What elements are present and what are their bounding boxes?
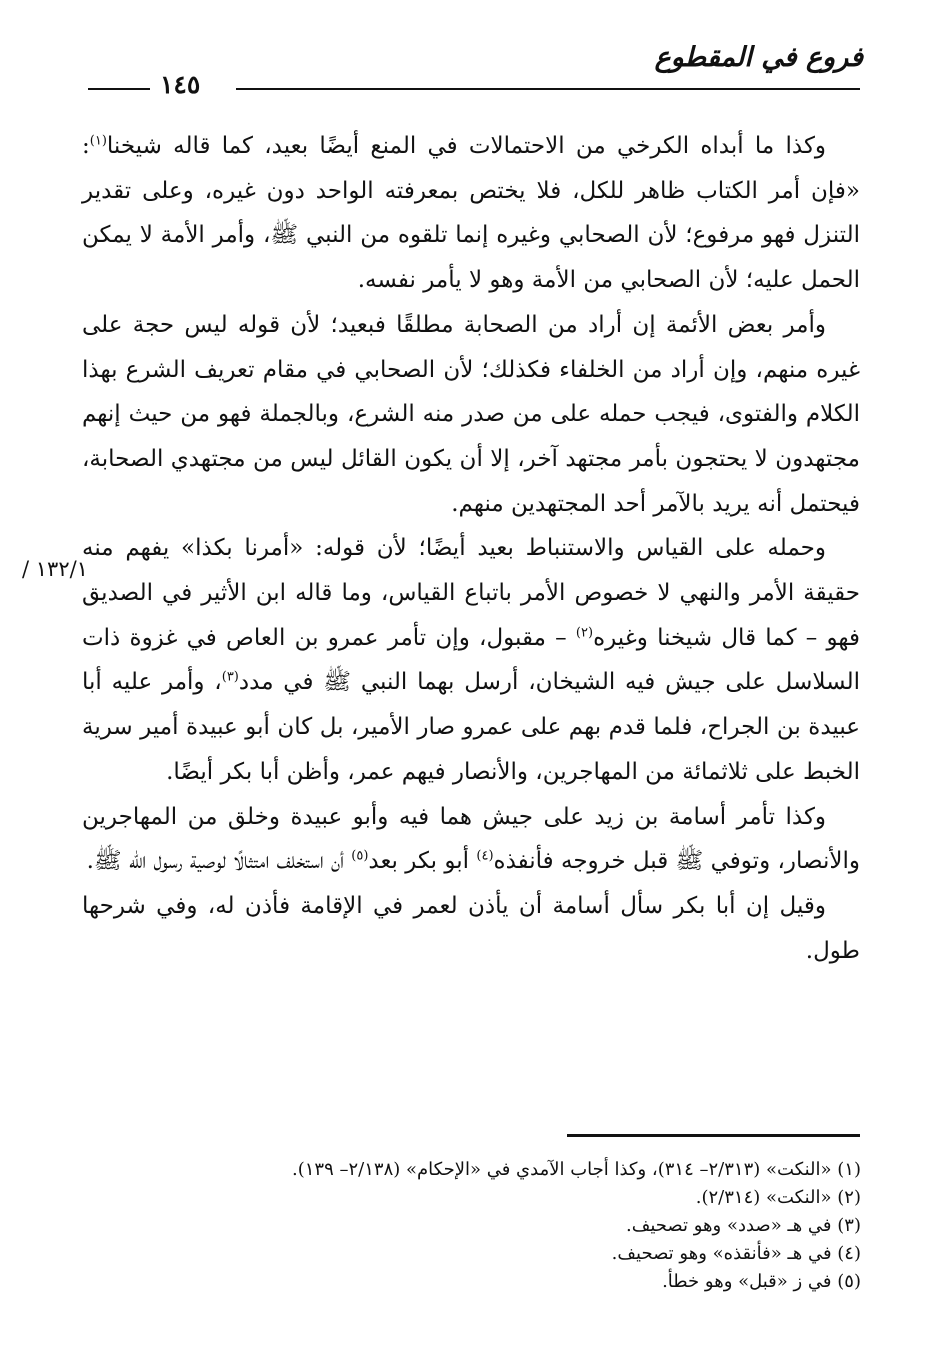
header-rule-left [88, 88, 150, 90]
footnote: (٤) في هـ «فأنقذه» وهو تصحيف. [611, 1243, 861, 1264]
footnote-marker[interactable]: (٢) [575, 625, 594, 641]
footnote-marker[interactable]: (٣) [221, 669, 239, 685]
text-segment: أن استخلف امتثالًا لوصية رسول الله ﷺ. [86, 848, 352, 875]
paragraph [82, 124, 860, 303]
footnote-marker[interactable]: (١) [89, 133, 107, 149]
text-segment: وأمر بعض الأئمة إن أراد من الصحابة مطلقًا فبعيد؛ لأن قوله ليس حجة على غيره منهم، وإن أراد من الخلفاء فكذلك؛ لأن الصحابي في مقام تعريف الشرع بهذا الكلام والفتوى، فيجب حمله على من صدر منه الشرع، وبالجملة فهو من حيث إنهم مجتهدون لا يحتجون بأمر مجتهد آخر، إلا أن يكون القائل ليس من مجتهدي الصحابة، فيحتمل أنه يريد بالآمر أحد المجتهدين منهم. [82, 311, 860, 517]
footnote: (٣) في هـ «صدد» وهو تصحيف. [626, 1215, 861, 1236]
text-segment: وحمله على القياس والاستنباط بعيد أيضًا؛ لأن قوله: «أمرنا بكذا» يفهم منه حقيقة الأمر والنهي لا خصوص الأمر باتباع القياس، وما قاله ابن الأثير في الصديق فهو – كما قال شيخنا وغيره [82, 535, 860, 651]
main-text [82, 124, 860, 973]
paragraph [82, 303, 860, 527]
paragraph [82, 795, 860, 884]
paragraph [82, 526, 860, 794]
text-segment: أبو بكر بعد [368, 848, 477, 875]
text-segment: : «فإن أمر الكتاب ظاهر للكل، فلا يختص بمعرفته الواحد دون غيره، وعلى تقدير التنزل فهو مرفوع؛ لأن الصحابي وغيره إنما تلقوه من النبي ﷺ، وأمر الأمة لا يمكن الحمل عليه؛ لأن الصحابي من الأمة وهو لا يأمر نفسه. [82, 133, 860, 294]
footnotes [71, 1156, 861, 1296]
text-segment: وقيل إن أبا بكر سأل أسامة أن يأذن لعمر في الإقامة فأذن له، وفي شرحها طول. [82, 892, 860, 964]
footnote: (٢) «النكت» (٢/٣١٤). [695, 1187, 861, 1208]
margin-volume-page-reference: ١٣٢/١ / [22, 557, 88, 581]
footnote: (١) «النكت» (٢/٣١٣– ٣١٤)، وكذا أجاب الآمدي في «الإحكام» (٢/١٣٨– ١٣٩). [292, 1159, 861, 1180]
text-segment: ، وأمر عليه أبا عبيدة بن الجراح، فلما قدم بهم على عمرو صار الأمير، بل كان أبو عبيدة أمير سرية الخبط على ثلاثمائة من المهاجرين، والأنصار فيهم عمر، وأظن أبا بكر أيضًا. [82, 669, 860, 785]
footnote-marker[interactable]: (٤) [476, 848, 494, 864]
text-segment: – مقبول، وإن تأمر عمرو بن العاص في غزوة ذات السلاسل على جيش فيه الشيخان، أرسل بهما النبي ﷺ في مدد [82, 624, 860, 696]
paragraph [82, 884, 860, 973]
header-rule-right [236, 88, 860, 90]
footnote-marker[interactable]: (٥) [351, 848, 369, 864]
footnote: (٥) في ز «قبل» وهو خطأ. [662, 1271, 861, 1292]
footnote-separator [567, 1134, 860, 1137]
running-title: فروع في المقطوع [654, 42, 863, 73]
page-number: ١٤٥ [160, 70, 201, 99]
text-segment: وكذا ما أبداه الكرخي من الاحتمالات في المنع أيضًا بعيد، كما قاله شيخنا [106, 133, 826, 159]
text-segment: وكذا تأمر أسامة بن زيد على جيش هما فيه وأبو عبيدة وخلق من المهاجرين والأنصار، وتوفي ﷺ قبل خروجه فأنفذه [82, 803, 860, 875]
